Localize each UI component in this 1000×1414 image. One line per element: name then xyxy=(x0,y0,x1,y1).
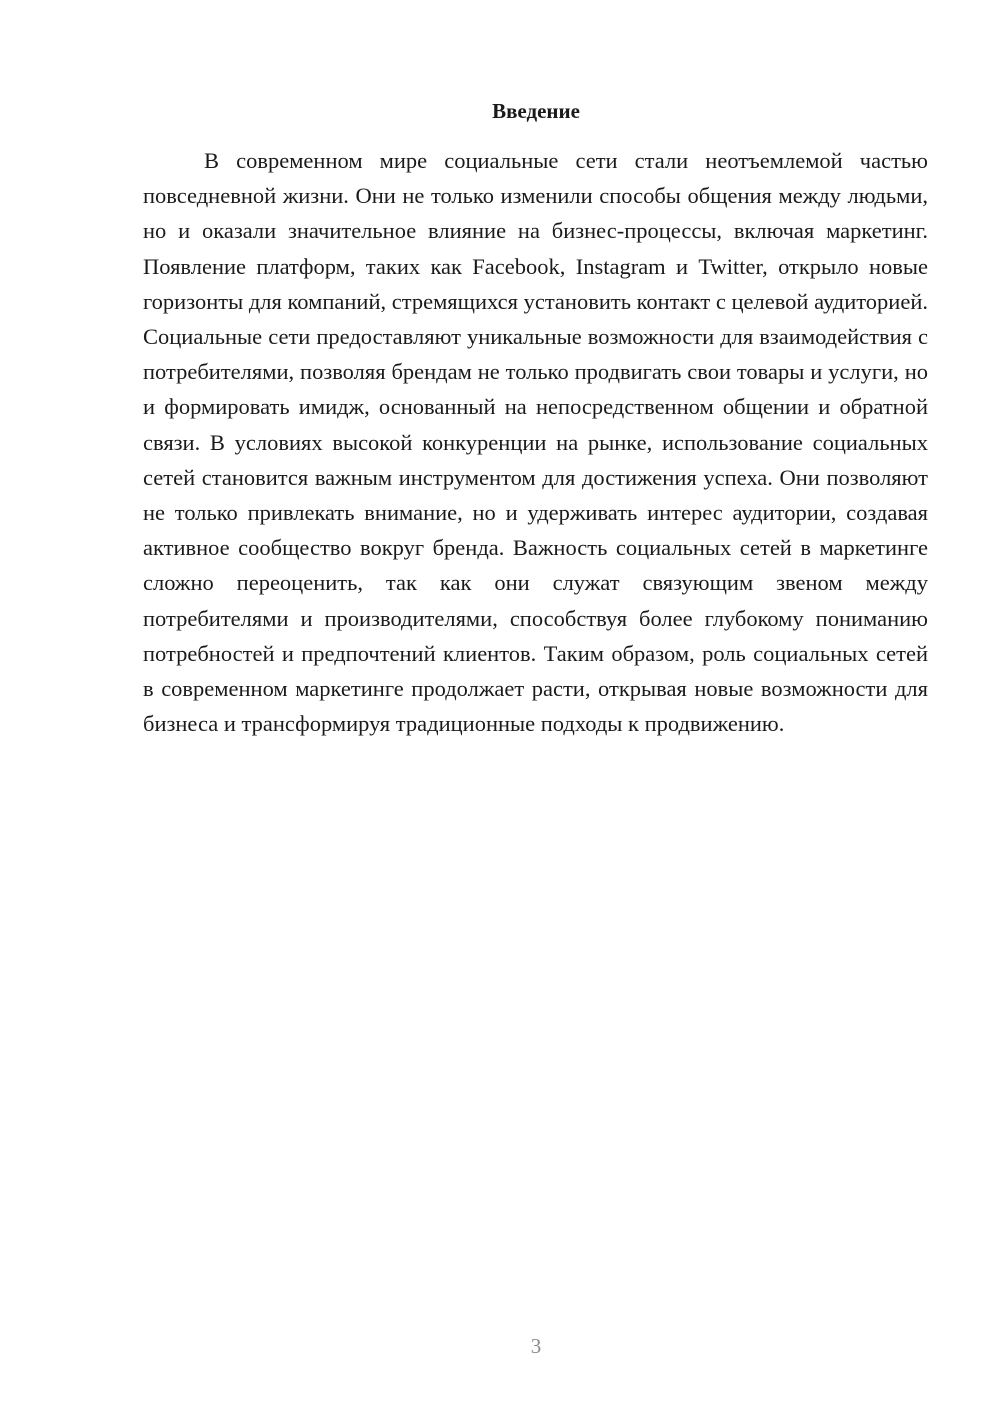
body-paragraph: В современном мире социальные сети стали неотъемлемой частью повседневной жизни. Они не только изменили способы общения между людьми, но и оказали значительное влияние на бизнес-процессы, включая маркетинг. Появление платформ, таких как Facebook, Instagram и Twitter, открыло новые горизонты для компаний, стремящихся установить контакт с целевой аудиторией. Социальные сети предоставляют уникальные возможности для взаимодействия с потребителями, позволяя брендам не только продвигать свои товары и услуги, но и формировать имидж, основанный на непосредственном общении и обратной связи. В условиях высокой конкуренции на рынке, использование социальных сетей становится важным инструментом для достижения успеха. Они позволяют не только привлекать внимание, но и удерживать интерес аудитории, создавая активное сообщество вокруг бренда. Важность социальных сетей в маркетинге сложно переоценить, так как они служат связующим звеном между потребителями и производителями, способствуя более глубокому пониманию потребностей и предпочтений клиентов. Таким образом, роль социальных сетей в современном маркетинге продолжает расти, открывая новые возможности для бизнеса и трансформируя традиционные подходы к продвижению. xyxy=(143,148,928,737)
page-number: 3 xyxy=(530,1334,542,1358)
section-heading: Введение xyxy=(492,99,580,123)
